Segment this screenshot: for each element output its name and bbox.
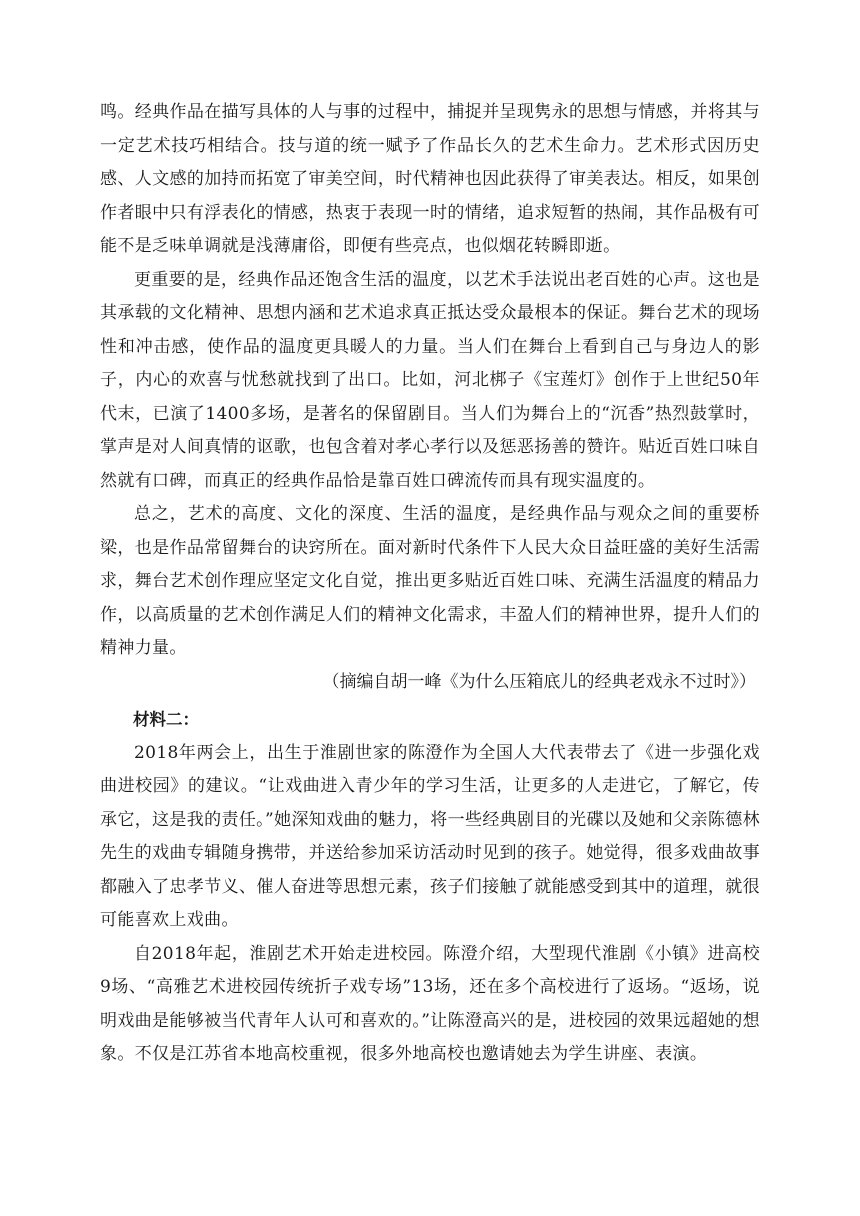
paragraph-proposal: 2018年两会上，出生于淮剧世家的陈澄作为全国人大代表带去了《进一步强化戏曲进校园》的建议。“让戏曲进入青少年的学习生活，让更多的人走进它，了解它，传承它，这是我的责任。”她深知戏曲的魅力，将一些经典剧目的光碟以及她和父亲陈德林先生的戏曲专辑随身携带，并送给参加采访活动时见到的孩子。她觉得，很多戏曲故事都融入了忠孝节义、催人奋进等思想元素，孩子们接触了就能感受到其中的道理，就很可能喜欢上戏曲。 <box>100 742 760 930</box>
paragraph-life-temperature: 更重要的是，经典作品还饱含生活的温度，以艺术手法说出老百姓的心声。这也是其承载的文化精神、思想内涵和艺术追求真正抵达受众最根本的保证。舞台艺术的现场性和冲击感，使作品的温度更具暖人的力量。当人们在舞台上看到自己与身边人的影子，内心的欢喜与忧愁就找到了出口。比如，河北梆子《宝莲灯》创作于上世纪50年代末，已演了1400多场，是著名的保留剧目。当人们为舞台上的“沉香”热烈鼓掌时，掌声是对人间真情的讴歌，也包含着对孝心孝行以及惩恶扬善的赞许。贴近百姓口味自然就有口碑，而真正的经典作品恰是靠百姓口碑流传而具有现实温度的。 <box>100 269 760 491</box>
paragraph-continued: 鸣。经典作品在描写具体的人与事的过程中，捕捉并呈现隽永的思想与情感，并将其与一定艺术技巧相结合。技与道的统一赋予了作品长久的艺术生命力。艺术形式因历史感、人文感的加持而拓宽了审美空间，时代精神也因此获得了审美表达。相反，如果创作者眼中只有浮表化的情感，热衷于表现一时的情绪，追求短暂的热闹，其作品极有可能不是乏味单调就是浅薄庸俗，即便有些亮点，也似烟花转瞬即逝。 <box>100 102 760 256</box>
source-citation: （摘编自胡一峰《为什么压箱底儿的经典老戏永不过时》） <box>322 671 756 692</box>
section-heading-material-two: 材料二： <box>133 710 199 729</box>
paragraph-campus: 自2018年起，淮剧艺术开始走进校园。陈澄介绍，大型现代淮剧《小镇》进高校9场、“高雅艺术进校园传统折子戏专场”13场，还在多个高校进行了返场。“返场，说明戏曲是能够被当代青年人认可和喜欢的。”让陈澄高兴的是，进校园的效果远超她的想象。不仅是江苏省本地高校重视，很多外地高校也邀请她去为学生讲座、表演。 <box>100 943 760 1064</box>
paragraph-summary: 总之，艺术的高度、文化的深度、生活的温度，是经典作品与观众之间的重要桥梁，也是作品常留舞台的诀窍所在。面对新时代条件下人民大众日益旺盛的美好生活需求，舞台艺术创作理应坚定文化自觉，推出更多贴近百姓口味、充满生活温度的精品力作，以高质量的艺术创作满足人们的精神文化需求，丰盈人们的精神世界，提升人们的精神力量。 <box>100 504 760 658</box>
document-page <box>100 96 760 1072</box>
